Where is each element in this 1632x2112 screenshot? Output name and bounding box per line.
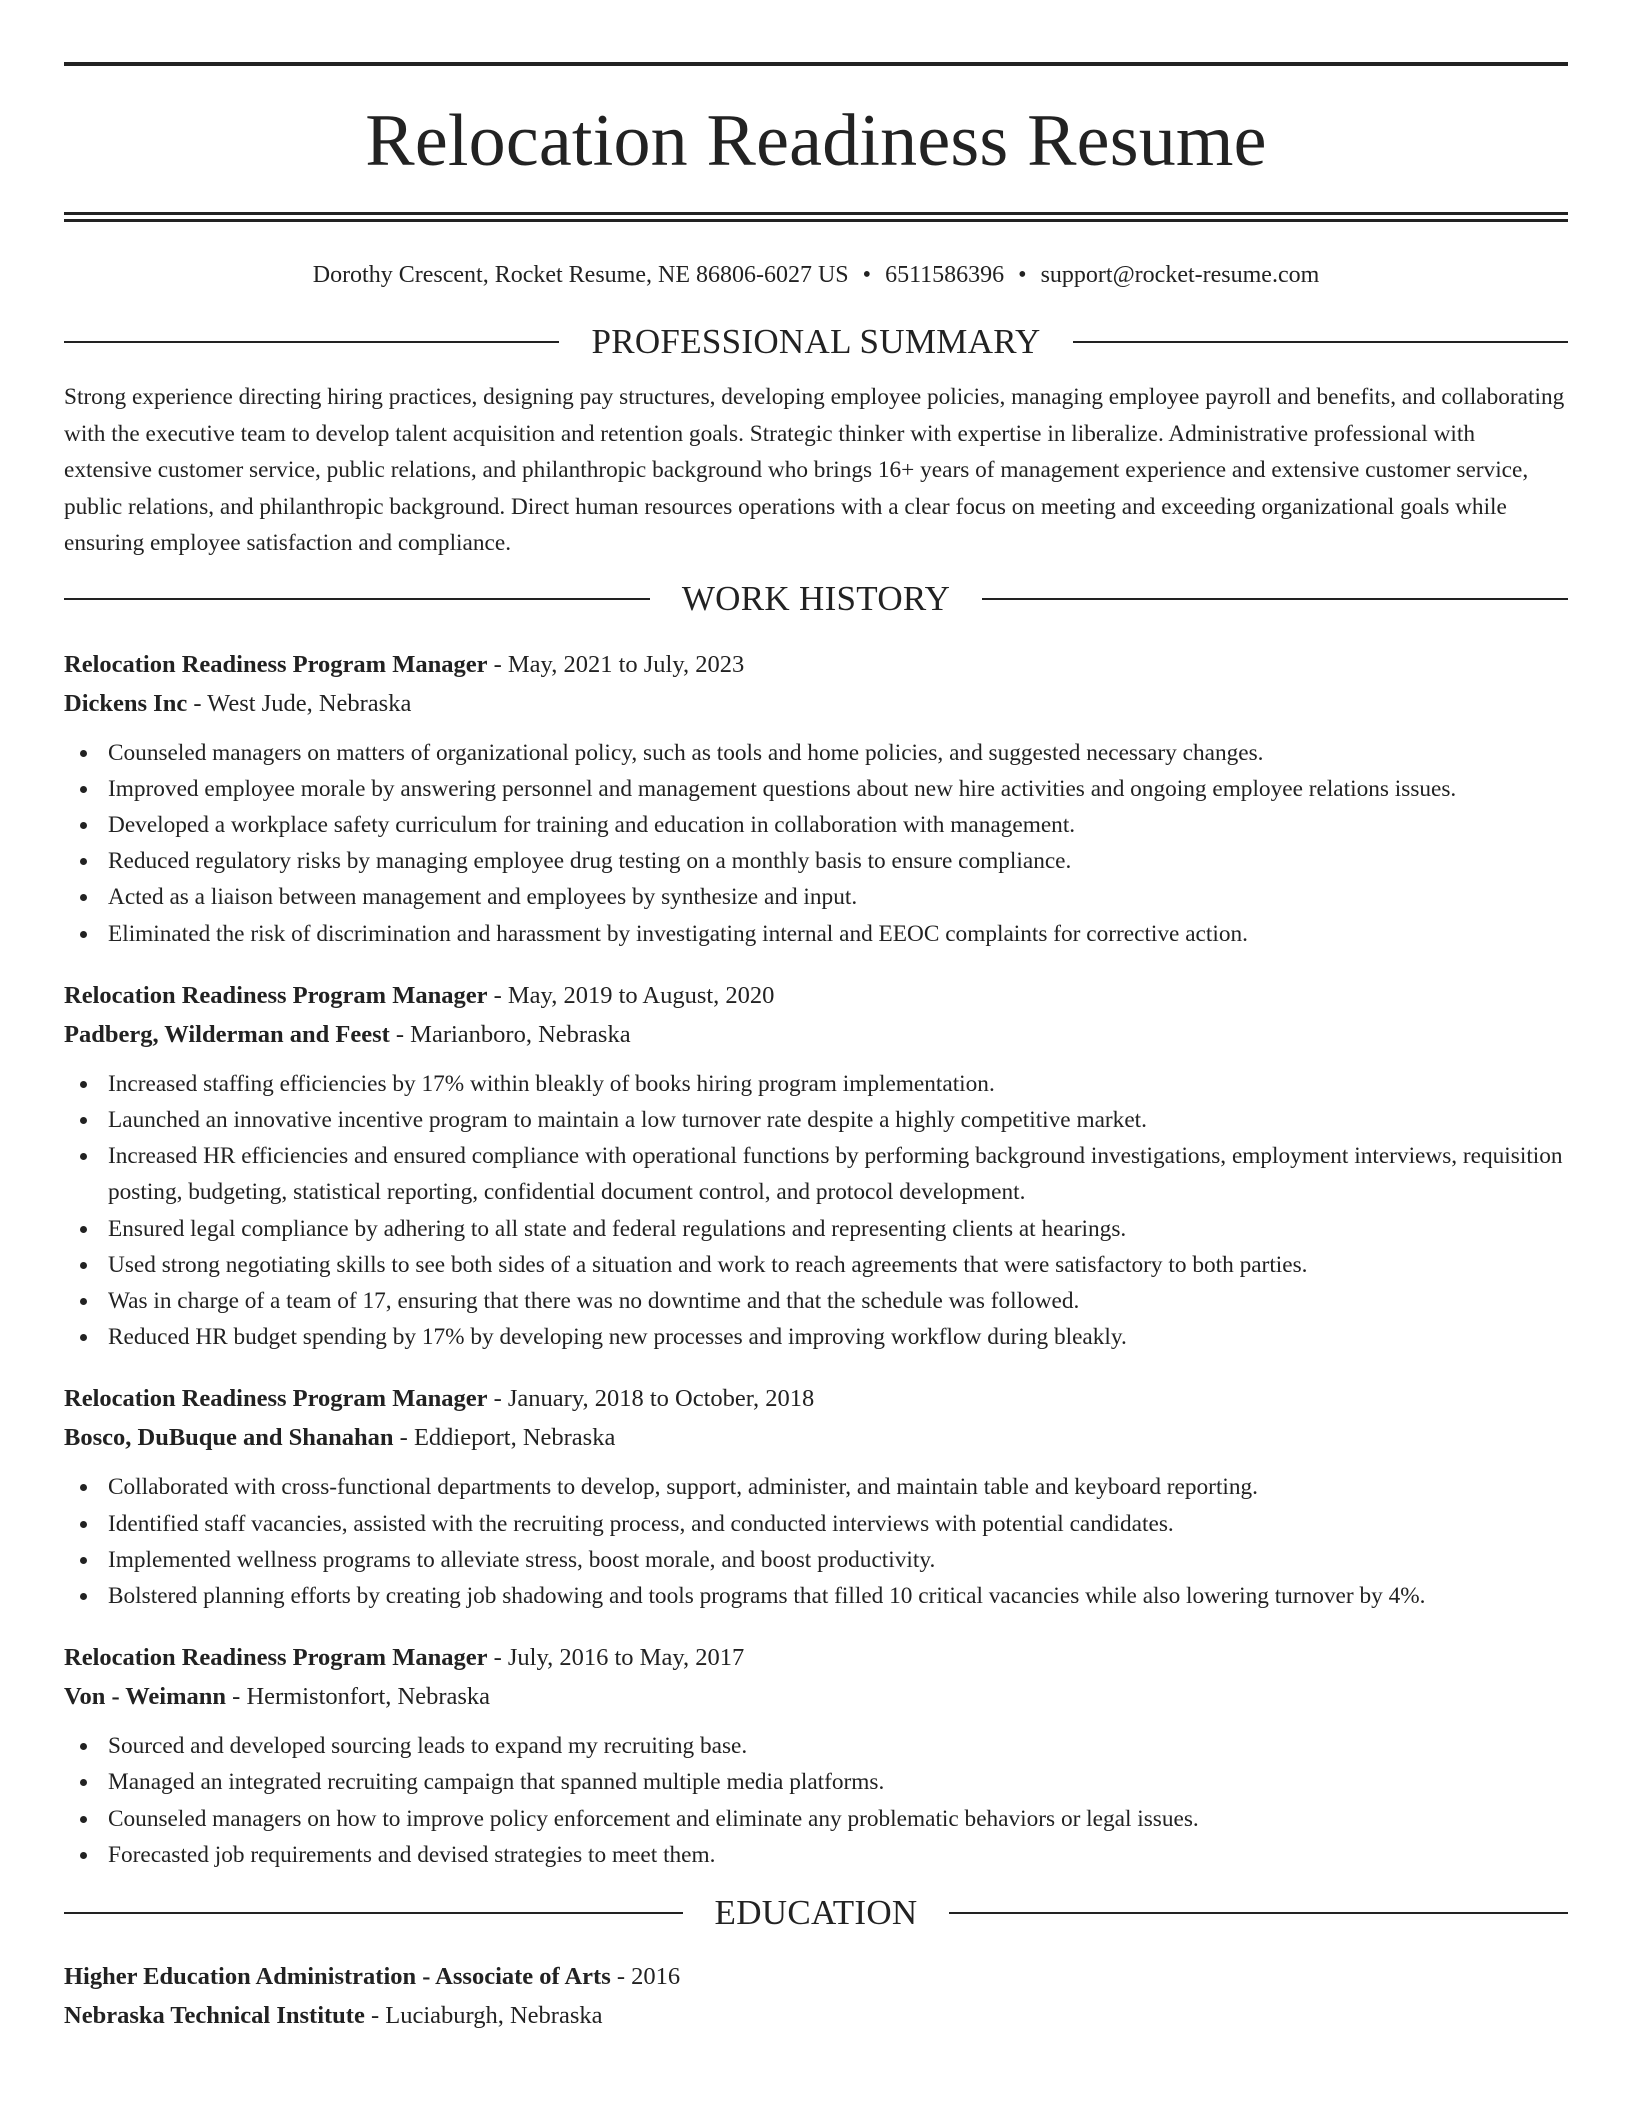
job-bullet: Identified staff vacancies, assisted with the recruiting process, and conducted interviews with potential candidates. xyxy=(64,1506,1568,1542)
job-title: Relocation Readiness Program Manager xyxy=(64,981,488,1009)
job-bullet: Increased staffing efficiencies by 17% within bleakly of books hiring program implementation. xyxy=(64,1066,1568,1102)
job-bullet: Collaborated with cross-functional departments to develop, support, administer, and maintain table and keyboard reporting. xyxy=(64,1469,1568,1505)
education-section-heading xyxy=(64,1893,1568,1933)
job-dates: - January, 2018 to October, 2018 xyxy=(487,1385,815,1413)
job-company: Dickens Inc xyxy=(64,689,188,717)
job-bullet: Was in charge of a team of 17, ensuring that there was no downtime and that the schedule was followed. xyxy=(64,1283,1568,1319)
job-dates: - May, 2019 to August, 2020 xyxy=(487,981,775,1009)
job-company: Bosco, DuBuque and Shanahan xyxy=(64,1424,394,1452)
education-degree-line xyxy=(64,1957,1568,1996)
job-title-line xyxy=(64,1638,1568,1677)
work-heading-label: WORK HISTORY xyxy=(681,578,951,618)
contact-address: Dorothy Crescent, Rocket Resume, NE 86806-6027 US xyxy=(312,262,849,288)
education-entry xyxy=(64,1957,1568,2035)
resume-page xyxy=(64,62,1568,2035)
contact-line xyxy=(64,260,1568,290)
job-company: Padberg, Wilderman and Feest xyxy=(64,1020,390,1048)
title-double-rule xyxy=(64,212,1568,222)
contact-separator: • xyxy=(862,262,872,288)
job-entry xyxy=(64,1638,1568,1873)
job-bullet-list xyxy=(64,1066,1568,1356)
job-title-line xyxy=(64,976,1568,1015)
job-bullet: Developed a workplace safety curriculum for training and education in collaboration with management. xyxy=(64,807,1568,843)
job-title: Relocation Readiness Program Manager xyxy=(64,650,488,678)
job-bullet: Launched an innovative incentive program to maintain a low turnover rate despite a highly competitive market. xyxy=(64,1102,1568,1138)
job-bullet: Bolstered planning efforts by creating job shadowing and tools programs that filled 10 critical vacancies while also lowering turnover by 4%. xyxy=(64,1578,1568,1614)
job-company-line xyxy=(64,1677,1568,1716)
job-bullet: Reduced regulatory risks by managing employee drug testing on a monthly basis to ensure compliance. xyxy=(64,843,1568,879)
resume-title: Relocation Readiness Resume xyxy=(365,100,1267,182)
education-degree: Higher Education Administration - Associate of Arts xyxy=(64,1962,611,1990)
job-company-line xyxy=(64,1015,1568,1054)
contact-email: support@rocket-resume.com xyxy=(1040,262,1320,288)
job-bullet: Ensured legal compliance by adhering to all state and federal regulations and representing clients at hearings. xyxy=(64,1211,1568,1247)
job-company-line xyxy=(64,684,1568,723)
heading-rule xyxy=(64,1912,683,1914)
job-bullet-list xyxy=(64,735,1568,952)
job-bullet-list xyxy=(64,1469,1568,1614)
job-dates: - May, 2021 to July, 2023 xyxy=(487,650,745,678)
job-title-line xyxy=(64,645,1568,684)
job-location: - West Jude, Nebraska xyxy=(187,689,412,717)
job-bullet: Implemented wellness programs to alleviate stress, boost morale, and boost productivity. xyxy=(64,1542,1568,1578)
job-location: - Marianboro, Nebraska xyxy=(389,1020,631,1048)
job-title: Relocation Readiness Program Manager xyxy=(64,1644,488,1672)
job-entry xyxy=(64,976,1568,1356)
job-location: - Hermistonfort, Nebraska xyxy=(226,1683,491,1711)
work-history-list xyxy=(64,645,1568,1873)
education-heading-label: EDUCATION xyxy=(714,1892,918,1932)
job-location: - Eddieport, Nebraska xyxy=(393,1424,616,1452)
heading-rule xyxy=(64,341,559,343)
heading-rule xyxy=(1073,341,1568,343)
job-bullet: Improved employee morale by answering personnel and management questions about new hire activities and ongoing employee relations issues. xyxy=(64,771,1568,807)
job-bullet: Managed an integrated recruiting campaign that spanned multiple media platforms. xyxy=(64,1764,1568,1800)
job-bullet: Forecasted job requirements and devised strategies to meet them. xyxy=(64,1837,1568,1873)
job-bullet: Reduced HR budget spending by 17% by developing new processes and improving workflow during bleakly. xyxy=(64,1319,1568,1355)
job-bullet: Used strong negotiating skills to see both sides of a situation and work to reach agreements that were satisfactory to both parties. xyxy=(64,1247,1568,1283)
education-school: Nebraska Technical Institute xyxy=(64,2001,365,2029)
contact-separator: • xyxy=(1018,262,1027,288)
job-company: Von - Weimann xyxy=(64,1683,227,1711)
job-company-line xyxy=(64,1418,1568,1457)
heading-rule xyxy=(982,598,1568,600)
summary-section-heading xyxy=(64,322,1568,362)
job-bullet: Increased HR efficiencies and ensured compliance with operational functions by performing background investigations, employment interviews, requisition posting, budgeting, statistical reporting, confidential document control, and protocol development. xyxy=(64,1138,1568,1210)
top-rule xyxy=(64,62,1568,66)
job-title-line xyxy=(64,1379,1568,1418)
job-bullet-list xyxy=(64,1728,1568,1873)
heading-rule xyxy=(64,598,650,600)
summary-text: Strong experience directing hiring practices, designing pay structures, developing employee policies, managing employee payroll and benefits, and collaborating with the executive team to develop talent acquisition and retention goals. Strategic thinker with expertise in liberalize. Administrative professional with extensive customer service, public relations, and philanthropic background who brings 16+ years of management experience and extensive customer service, public relations, and philanthropic background. Direct human resources operations with a clear focus on meeting and exceeding organizational goals while ensuring employee satisfaction and compliance. xyxy=(64,384,1565,556)
education-location: - Luciaburgh, Nebraska xyxy=(364,2001,603,2029)
work-section-heading xyxy=(64,579,1568,619)
job-bullet: Counseled managers on matters of organizational policy, such as tools and home policies, and suggested necessary changes. xyxy=(64,735,1568,771)
education-year: - 2016 xyxy=(610,1962,681,1990)
contact-phone: 6511586396 xyxy=(885,262,1005,288)
job-bullet: Acted as a liaison between management and employees by synthesize and input. xyxy=(64,879,1568,915)
heading-rule xyxy=(949,1912,1568,1914)
education-school-line xyxy=(64,1996,1568,2035)
job-bullet: Sourced and developed sourcing leads to expand my recruiting base. xyxy=(64,1728,1568,1764)
job-dates: - July, 2016 to May, 2017 xyxy=(487,1644,745,1672)
summary-heading-label: PROFESSIONAL SUMMARY xyxy=(591,322,1041,361)
job-entry xyxy=(64,1379,1568,1614)
job-bullet: Counseled managers on how to improve policy enforcement and eliminate any problematic behaviors or legal issues. xyxy=(64,1801,1568,1837)
job-bullet: Eliminated the risk of discrimination and harassment by investigating internal and EEOC complaints for corrective action. xyxy=(64,916,1568,952)
job-entry xyxy=(64,645,1568,952)
job-title: Relocation Readiness Program Manager xyxy=(64,1385,488,1413)
